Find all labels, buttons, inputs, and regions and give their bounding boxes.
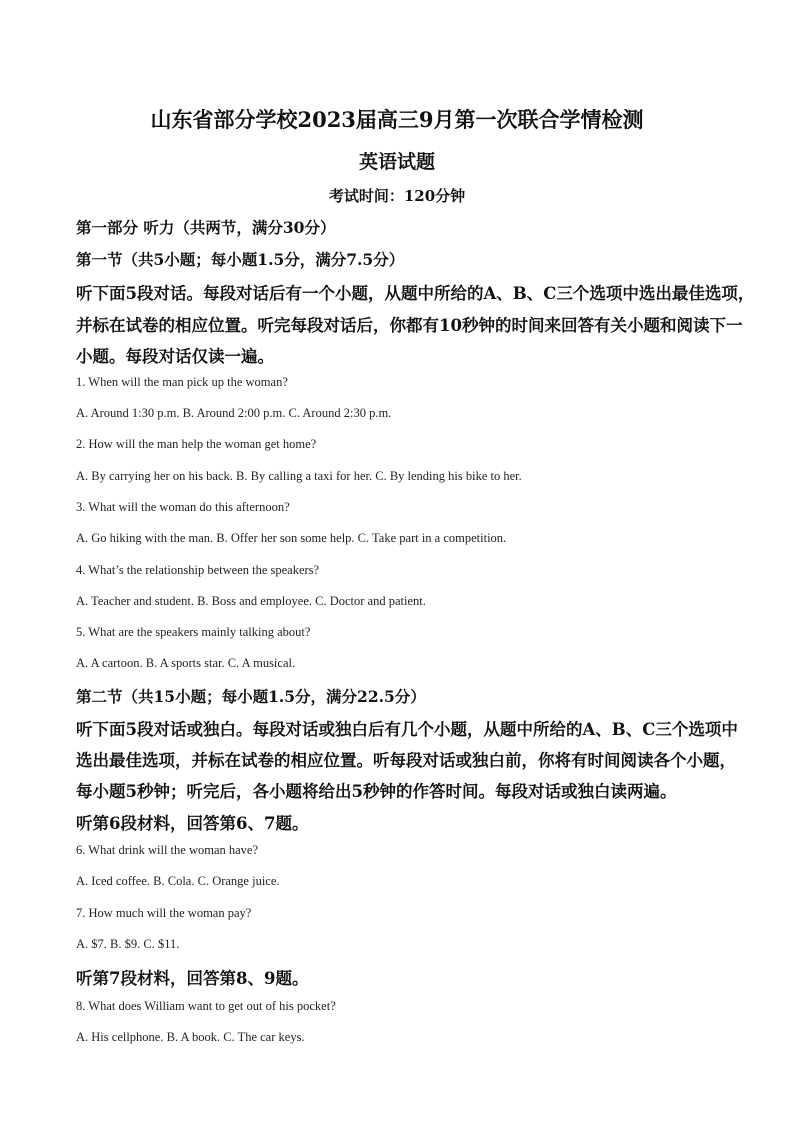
question-3: 3. What will the woman do this afternoon? xyxy=(76,500,290,514)
question-8-options: A. His cellphone. B. A book. C. The car keys. xyxy=(76,1030,305,1044)
section2-instruction-line: 选出最佳选项，并标在试卷的相应位置。听每段对话或独白前，你将有时间阅读各个小题， xyxy=(76,751,736,770)
section1-title: 第一节（共5小题；每小题1.5分，满分7.5分） xyxy=(76,250,405,269)
question-2: 2. How will the man help the woman get home? xyxy=(76,437,317,451)
exam-time: 考试时间：120分钟 xyxy=(328,187,466,205)
question-1: 1. When will the man pick up the woman? xyxy=(76,375,288,389)
question-7: 7. How much will the woman pay? xyxy=(76,906,252,920)
question-3-options: A. Go hiking with the man. B. Offer her son some help. C. Take part in a competition. xyxy=(76,531,507,545)
exam-title: 山东省部分学校2023届高三9月第一次联合学情检测 xyxy=(150,107,644,132)
question-8: 8. What does William want to get out of his pocket? xyxy=(76,999,336,1013)
question-6: 6. What drink will the woman have? xyxy=(76,843,259,857)
question-2-options: A. By carrying her on his back. B. By calling a taxi for her. C. By lending his bike to her. xyxy=(76,469,522,483)
section1-instruction-line: 听下面5段对话。每段对话后有一个小题，从题中所给的A、B、C三个选项中选出最佳选项， xyxy=(76,284,755,303)
question-4-options: A. Teacher and student. B. Boss and employee. C. Doctor and patient. xyxy=(76,594,426,608)
material-7-heading: 听第7段材料，回答第8、9题。 xyxy=(76,969,309,988)
section1-instruction-line: 小题。每段对话仅读一遍。 xyxy=(76,347,274,366)
question-4: 4. What’s the relationship between the speakers? xyxy=(76,563,320,577)
material-6-heading: 听第6段材料，回答第6、7题。 xyxy=(76,814,309,833)
question-6-options: A. Iced coffee. B. Cola. C. Orange juice. xyxy=(76,874,280,888)
part1-title: 第一部分 听力（共两节，满分30分） xyxy=(76,218,336,237)
section2-instruction-line: 每小题5秒钟；听完后，各小题将给出5秒钟的作答时间。每段对话或独白读两遍。 xyxy=(76,782,677,801)
section2-title: 第二节（共15小题；每小题1.5分，满分22.5分） xyxy=(76,687,426,706)
section2-instruction-line: 听下面5段对话或独白。每段对话或独白后有几个小题，从题中所给的A、B、C三个选项中 xyxy=(76,720,738,739)
section1-instruction-line: 并标在试卷的相应位置。听完每段对话后，你都有10秒钟的时间来回答有关小题和阅读下一 xyxy=(76,316,743,335)
question-1-options: A. Around 1:30 p.m. B. Around 2:00 p.m. C. Around 2:30 p.m. xyxy=(76,406,392,420)
question-7-options: A. $7. B. $9. C. $11. xyxy=(76,937,180,951)
question-5: 5. What are the speakers mainly talking about? xyxy=(76,625,311,639)
question-5-options: A. A cartoon. B. A sports star. C. A musical. xyxy=(76,656,296,670)
exam-subject: 英语试题 xyxy=(358,151,435,173)
